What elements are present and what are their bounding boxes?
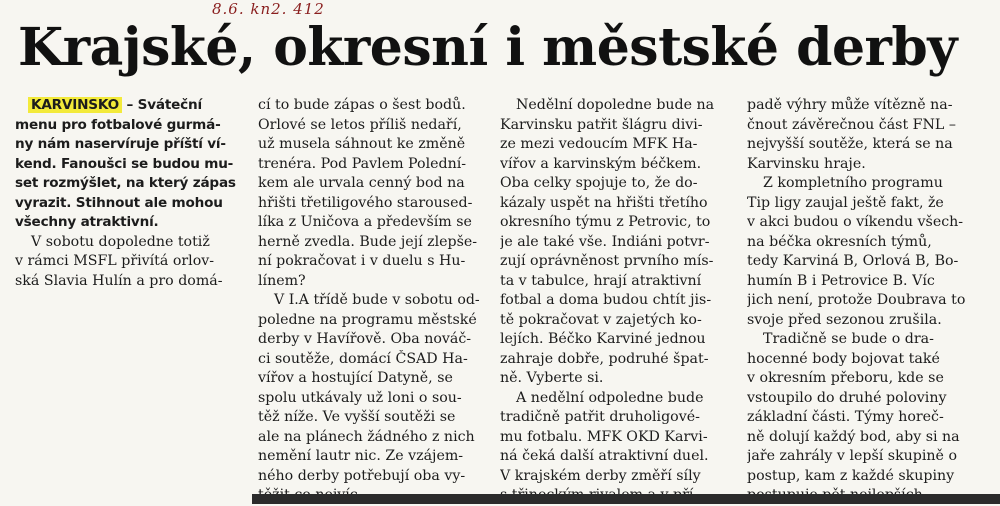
lead-line: Sváteční (137, 97, 202, 113)
body-line: derby v Havířově. Oba nováč- (258, 331, 472, 347)
body-line: tradičně patřit druholigové- (500, 409, 700, 425)
body-line: tě pokračovat v zajetých ko- (500, 311, 702, 328)
lead-dash: – (121, 97, 138, 113)
body-line: ná čeká další atraktivní duel. (500, 448, 709, 464)
body-line: kem ale urvala cenný bod na (258, 175, 465, 191)
body-line: jich není, protože Doubrava to (747, 292, 966, 308)
body-line: líka z Uničova a především se (258, 214, 472, 230)
body-line: ně. Vyberte si. (500, 370, 604, 386)
body-line: spolu utkávaly už loni o sou- (258, 389, 462, 406)
body-line: zahraje dobře, podruhé špat- (500, 350, 709, 367)
lead-line: kend. Fanoušci se budou mu- (15, 155, 234, 172)
article-column-3 (500, 96, 725, 506)
body-line: je ale také vše. Indiáni potvr- (500, 233, 710, 250)
body-line: Nedělní dopoledne bude na (516, 97, 715, 113)
body-line: ale na plánech žádného z nich (258, 428, 475, 445)
body-line: postup, kam z každé skupiny (747, 467, 955, 484)
body-line: ného derby potřebují oba vy- (258, 467, 466, 484)
body-line: V sobotu dopoledne totiž (31, 233, 210, 250)
body-line: humín B i Petrovice B. Víc (747, 272, 935, 289)
body-line: kázaly uspět na hřišti třetího (500, 194, 708, 211)
body-line: Tip ligy zaujal ještě fakt, že (747, 194, 944, 211)
article-column-2 (258, 96, 480, 506)
body-line: fotbal a doma budou chtít jis- (500, 292, 712, 308)
body-line: vstoupilo do druhé poloviny (747, 389, 947, 406)
article-headline: Krajské, okresní i městské derby (18, 17, 957, 78)
body-line: v okresním přeboru, kde se (747, 370, 944, 386)
body-line: ci soutěže, domácí ČSAD Ha- (258, 350, 468, 367)
body-line: herně zvedla. Bude její zlepše- (258, 233, 478, 250)
lead-line: ny nám naservíruje příští ví- (15, 136, 226, 152)
body-line: tedy Karviná B, Orlová B, Bo- (747, 253, 959, 269)
body-line: hocenné body bojovat také (747, 350, 940, 367)
lead-line: všechny atraktivní. (15, 214, 159, 230)
body-line: A nedělní odpoledne bude (516, 389, 704, 406)
body-line: v akci budou o víkendu všech- (747, 214, 964, 230)
body-line: trenéra. Pod Pavlem Polední- (258, 155, 467, 172)
body-line: ní pokračovat i v duelu s Hu- (258, 253, 466, 269)
next-article-edge (252, 494, 1000, 504)
body-line: Z kompletního programu (763, 175, 943, 191)
body-line: v rámci MSFL přivítá orlov- (15, 253, 215, 269)
body-line: lejích. Béčko Karviné jednou (500, 331, 706, 347)
body-line: poledne na programu městské (258, 311, 477, 328)
body-line: Orlové se letos příliš nedaří, (258, 116, 462, 133)
lead-line: set rozmýšlet, na který zápas (15, 175, 236, 191)
body-line: už musela sáhnout ke změně (258, 136, 466, 152)
body-line: okresního týmu z Petrovic, to (500, 214, 711, 230)
body-line: Karvinsku hraje. (747, 155, 866, 172)
body-line: Karvinsku patřit šlágru divi- (500, 116, 703, 133)
body-line: nejvyšší soutěže, která se na (747, 136, 953, 152)
body-line: ta v tabulce, hrají atraktivní (500, 272, 702, 289)
lead-line: vyrazit. Stihnout ale mohou (15, 194, 223, 211)
region-tag-highlight: KARVINSKO (28, 97, 122, 113)
body-line: mu fotbalu. MFK OKD Karvi- (500, 428, 708, 445)
body-line: ze mezi vedoucím MFK Ha- (500, 136, 698, 152)
body-line: čnout závěrečnou část FNL – (747, 116, 956, 133)
body-line: Oba celky spojuje to, že do- (500, 175, 698, 191)
body-line: ská Slavia Hulín a pro domá- (15, 272, 223, 289)
body-line: Tradičně se bude o dra- (763, 331, 934, 347)
body-line: těž níže. Ve vyšší soutěži se (258, 409, 456, 425)
article-column-4 (747, 96, 979, 506)
handwritten-date-note: 8.6. kn2. 412 (212, 0, 325, 18)
body-line: vířov a karvinským béčkem. (500, 155, 702, 172)
body-line: V I.A třídě bude v sobotu od- (274, 292, 480, 308)
article-column-1 (15, 96, 237, 291)
body-line: línem? (258, 272, 306, 289)
body-line: padě výhry může vítězně na- (747, 97, 953, 113)
body-line: jaře zahrály v lepší skupině o (747, 448, 958, 464)
body-line: nemění lautr nic. Ze vzájem- (258, 448, 464, 464)
body-line: cí to bude zápas o šest bodů. (258, 97, 466, 113)
body-line: ně dolují každý bod, aby si na (747, 428, 960, 445)
body-line: V krajském derby změří síly (500, 467, 701, 484)
body-line: základní části. Týmy horeč- (747, 409, 944, 425)
lead-first-line (15, 96, 237, 116)
body-line: hřišti třetiligového staroused- (258, 194, 473, 211)
body-line: svoje před sezonou zrušila. (747, 311, 942, 328)
lead-line: menu pro fotbalové gurmá- (15, 116, 221, 133)
body-line: na béčka okresních týmů, (747, 233, 932, 250)
body-line: zují oprávněnost prvního mís- (500, 253, 714, 269)
body-line: vířov a hostující Datyně, se (258, 370, 453, 386)
